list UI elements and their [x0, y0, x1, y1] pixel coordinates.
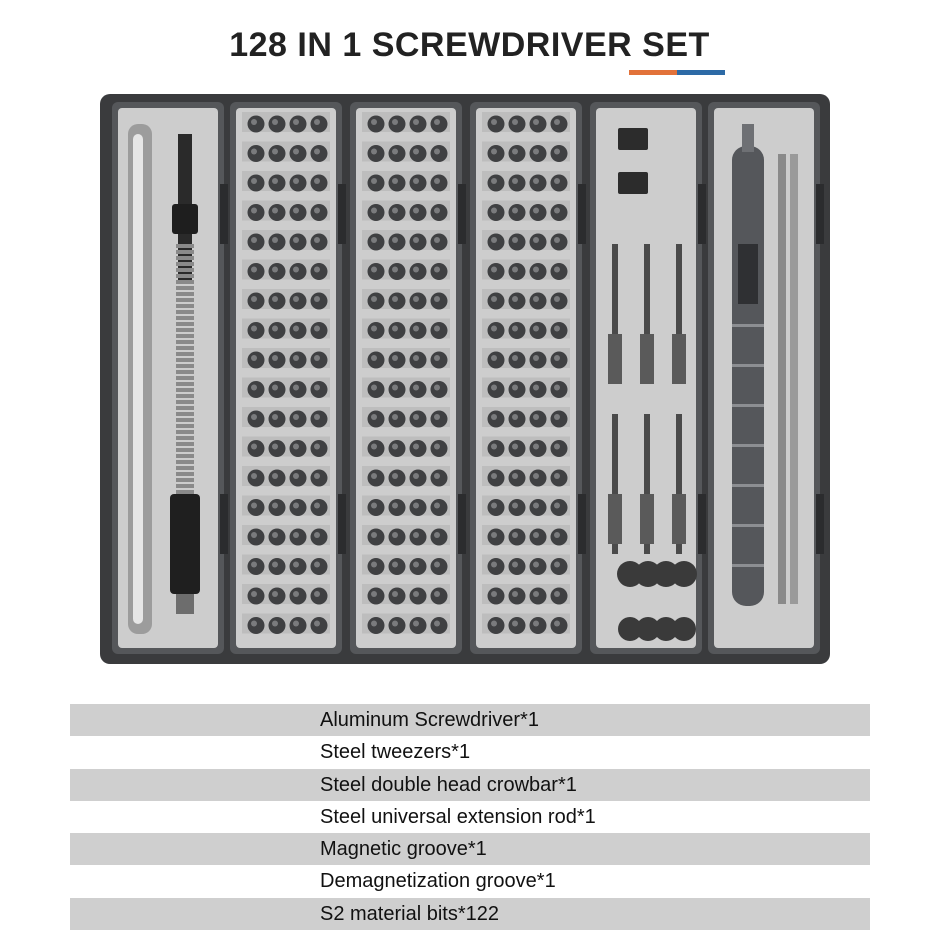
list-item: Demagnetization groove*1 — [70, 865, 870, 897]
title-accent-orange — [629, 70, 677, 75]
list-item: Aluminum Screwdriver*1 — [70, 704, 870, 736]
title-accent-blue — [677, 70, 725, 75]
list-item: Magnetic groove*1 — [70, 833, 870, 865]
list-item: S2 material bits*122 — [70, 898, 870, 930]
product-photo — [100, 94, 830, 664]
list-item: Steel double head crowbar*1 — [70, 769, 870, 801]
contents-list — [70, 704, 870, 930]
list-item: Steel tweezers*1 — [70, 736, 870, 768]
page-title: 128 IN 1 SCREWDRIVER SET — [229, 26, 710, 64]
list-item: Steel universal extension rod*1 — [70, 801, 870, 833]
